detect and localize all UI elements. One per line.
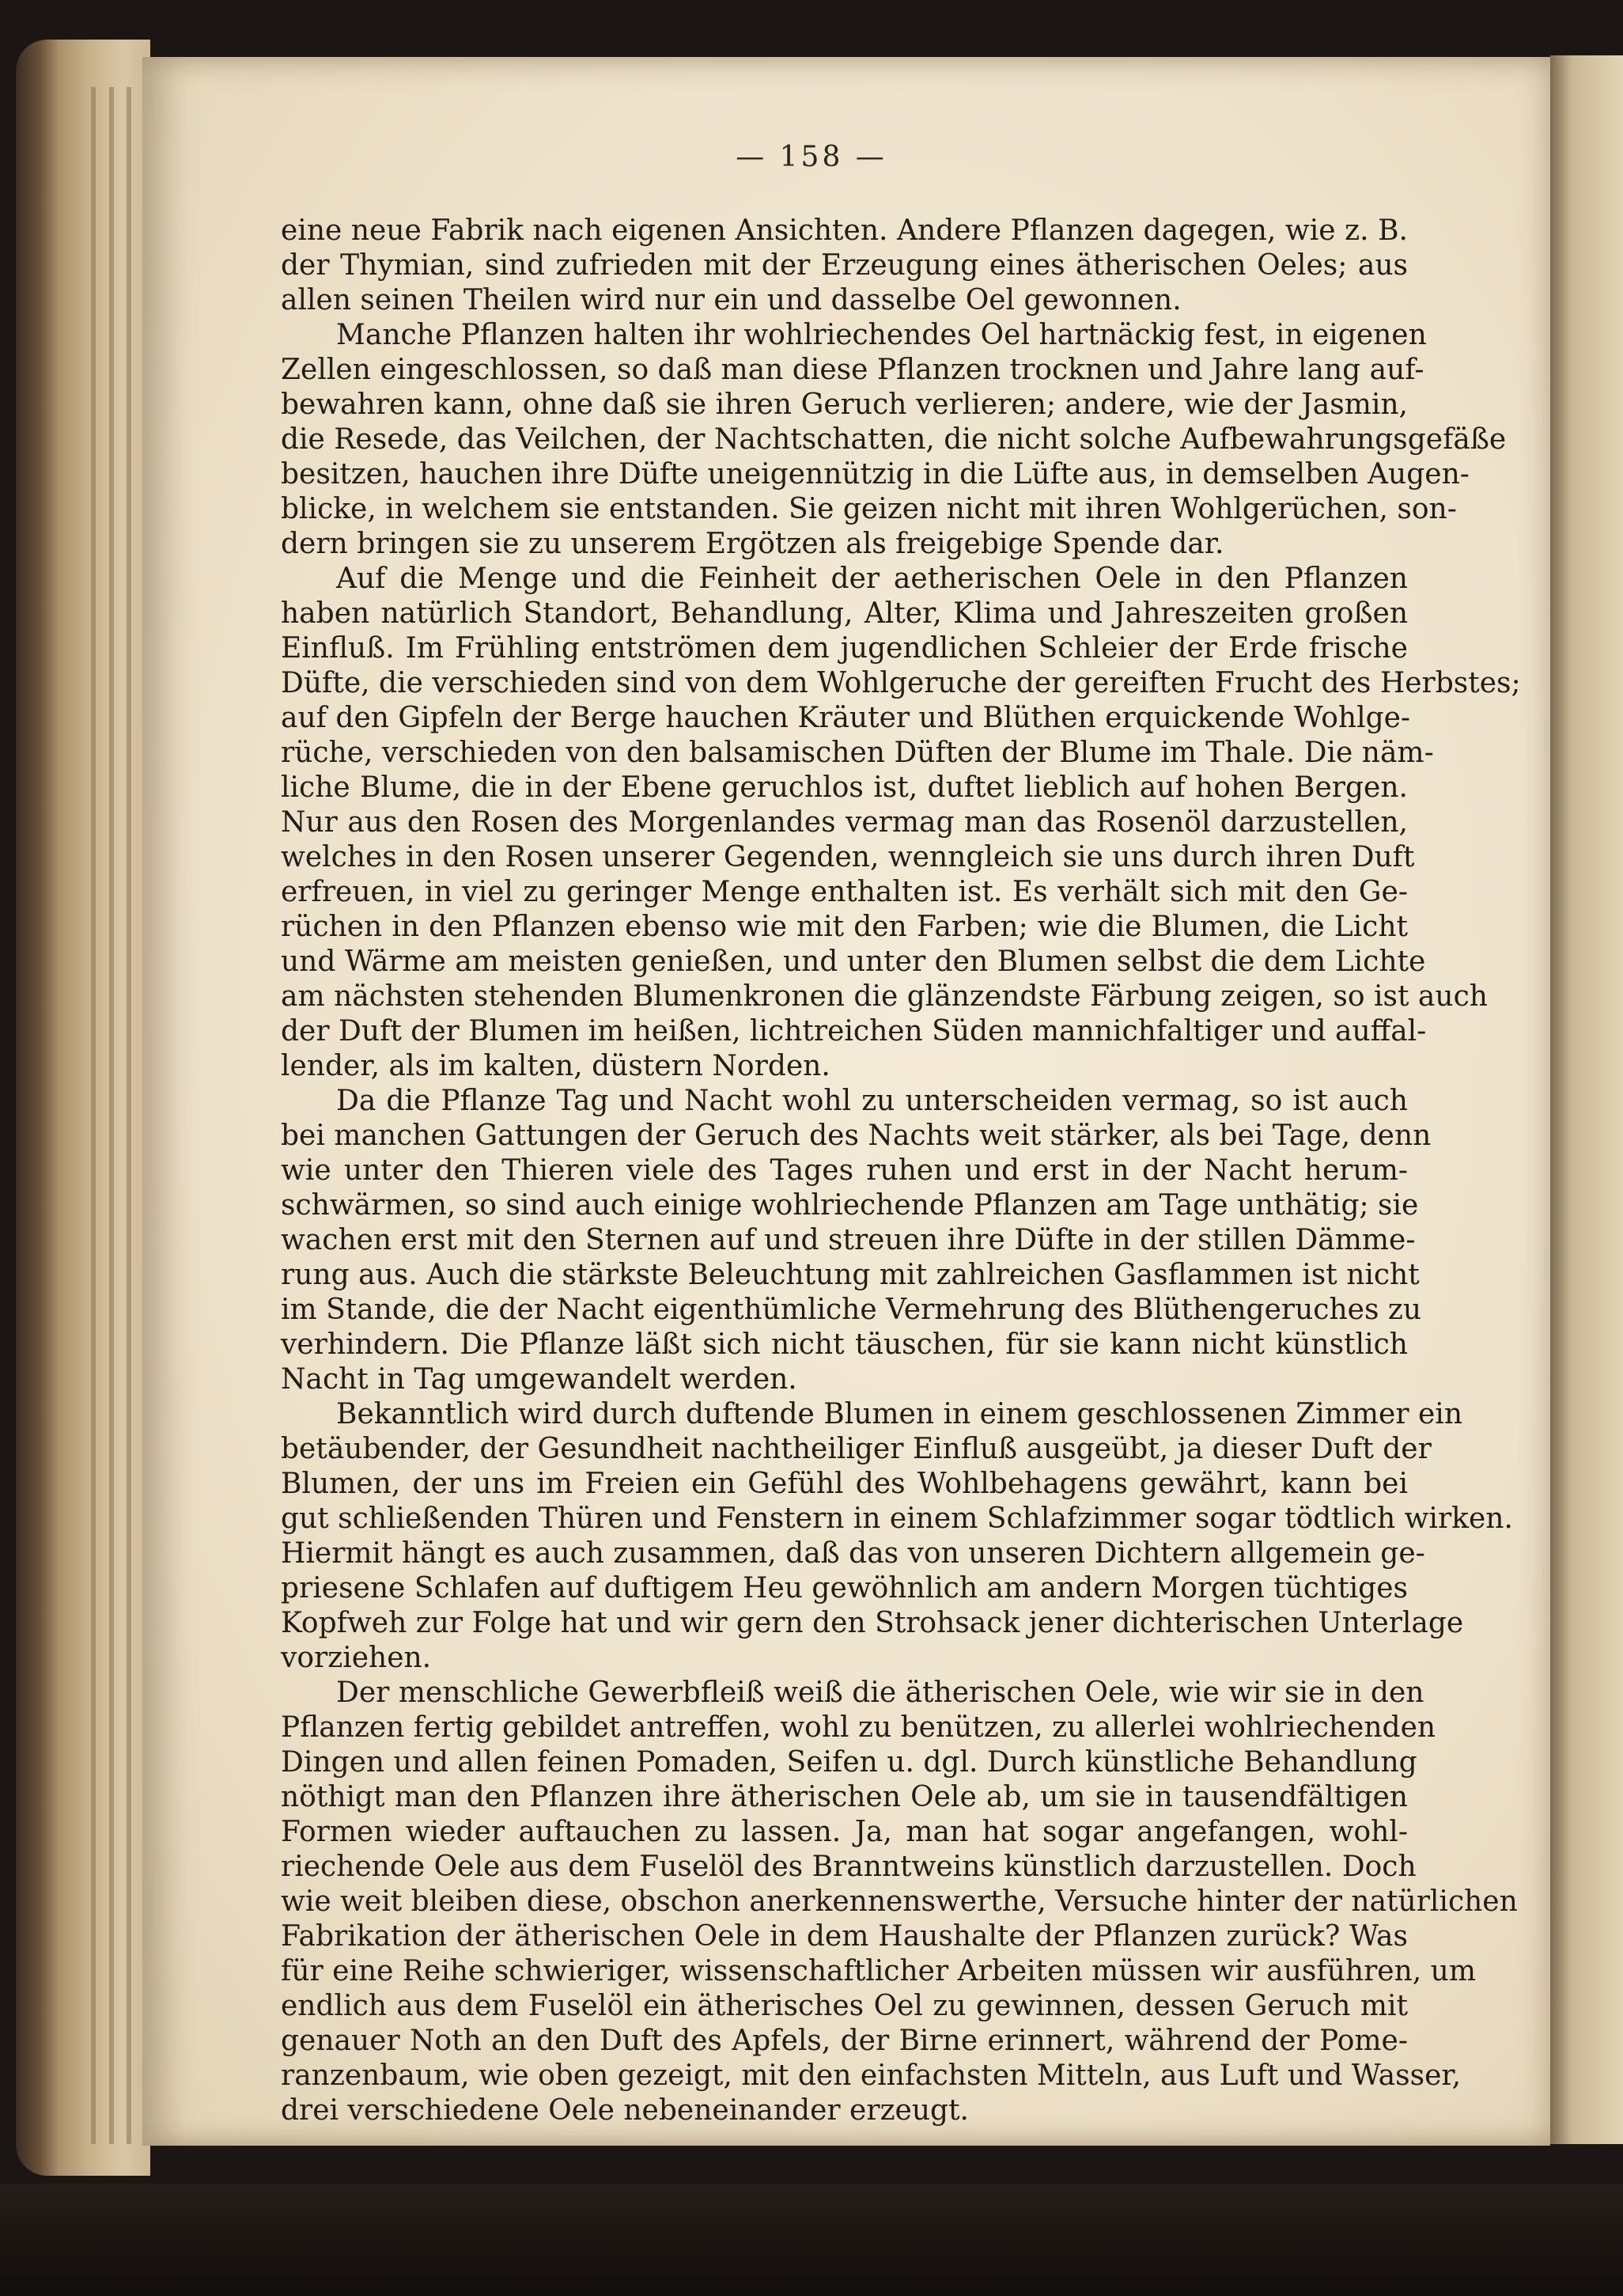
text-line: rüche, verschieden von den balsamischen Düften der Blume im Thale. Die näm- bbox=[281, 737, 1434, 769]
text-line: am nächsten stehenden Blumenkronen die glänzendste Färbung zeigen, so ist auch bbox=[281, 980, 1488, 1013]
text-line: Nur aus den Rosen des Morgenlandes vermag man das Rosenöl darzustellen, bbox=[281, 806, 1408, 839]
text-line: Nacht in Tag umgewandelt werden. bbox=[281, 1363, 797, 1396]
text-line: endlich aus dem Fuselöl ein ätherisches Oel zu gewinnen, dessen Geruch mit bbox=[281, 1990, 1408, 2022]
text-line: haben natürlich Standort, Behandlung, Alter, Klima und Jahreszeiten großen bbox=[281, 597, 1408, 630]
text-line: Zellen eingeschlossen, so daß man diese Pflanzen trocknen und Jahre lang auf- bbox=[281, 354, 1424, 386]
text-line: liche Blume, die in der Ebene geruchlos ist, duftet lieblich auf hohen Bergen. bbox=[281, 771, 1408, 804]
text-line: für eine Reihe schwieriger, wissenschaftlicher Arbeiten müssen wir ausführen, um bbox=[281, 1955, 1476, 1987]
page-number: — 158 — bbox=[736, 141, 887, 173]
page-edge-line bbox=[91, 87, 96, 2144]
text-line: Auf die Menge und die Feinheit der aetherischen Oele in den Pflanzen bbox=[336, 563, 1408, 595]
text-line: Pflanzen fertig gebildet antreffen, wohl zu benützen, zu allerlei wohlriechenden bbox=[281, 1711, 1436, 1744]
text-line: priesene Schlafen auf duftigem Heu gewöhnlich am andern Morgen tüchtiges bbox=[281, 1572, 1408, 1605]
text-line: im Stande, die der Nacht eigenthümliche Vermehrung des Blüthengeruches zu bbox=[281, 1294, 1422, 1326]
text-line: dern bringen sie zu unserem Ergötzen als freigebige Spende dar. bbox=[281, 528, 1224, 560]
text-line: rung aus. Auch die stärkste Beleuchtung mit zahlreichen Gasflammen ist nicht bbox=[281, 1259, 1420, 1291]
background-surface bbox=[0, 2184, 1623, 2296]
text-line: allen seinen Theilen wird nur ein und dasselbe Oel gewonnen. bbox=[281, 284, 1182, 316]
text-line: rüchen in den Pflanzen ebenso wie mit den Farben; wie die Blumen, die Licht bbox=[281, 911, 1408, 943]
text-line: riechende Oele aus dem Fuselöl des Branntweins künstlich darzustellen. Doch bbox=[281, 1851, 1417, 1883]
text-line: genauer Noth an den Duft des Apfels, der Birne erinnert, während der Pome- bbox=[281, 2025, 1408, 2057]
text-line: Kopfweh zur Folge hat und wir gern den Strohsack jener dichterischen Unterlage bbox=[281, 1607, 1464, 1639]
text-line: der Duft der Blumen im heißen, lichtreichen Süden mannichfaltiger und auffal- bbox=[281, 1015, 1427, 1048]
text-line: schwärmen, so sind auch einige wohlriechende Pflanzen am Tage unthätig; sie bbox=[281, 1189, 1419, 1222]
text-line: drei verschiedene Oele nebeneinander erzeugt. bbox=[281, 2094, 969, 2127]
text-line: verhindern. Die Pflanze läßt sich nicht täuschen, für sie kann nicht künstlich bbox=[281, 1328, 1408, 1361]
text-line: auf den Gipfeln der Berge hauchen Kräuter und Blüthen erquickende Wohlge- bbox=[281, 702, 1411, 734]
page-edge-line bbox=[127, 87, 131, 2144]
text-line: blicke, in welchem sie entstanden. Sie geizen nicht mit ihren Wohlgerüchen, son- bbox=[281, 493, 1457, 525]
text-line: nöthigt man den Pflanzen ihre ätherischen Oele ab, um sie in tausendfältigen bbox=[281, 1781, 1408, 1813]
text-line: lender, als im kalten, düstern Norden. bbox=[281, 1050, 830, 1082]
text-line: welches in den Rosen unserer Gegenden, wenngleich sie uns durch ihren Duft bbox=[281, 841, 1415, 873]
text-line: Dingen und allen feinen Pomaden, Seifen u. dgl. Durch künstliche Behandlung bbox=[281, 1746, 1417, 1779]
text-line: erfreuen, in viel zu geringer Menge enthalten ist. Es verhält sich mit den Ge- bbox=[281, 876, 1408, 908]
text-line: die Resede, das Veilchen, der Nachtschatten, die nicht solche Aufbewahrungsgefäße bbox=[281, 423, 1507, 456]
body-text bbox=[281, 214, 1521, 2128]
text-line: wachen erst mit den Sternen auf und streuen ihre Düfte in der stillen Dämme- bbox=[281, 1224, 1416, 1256]
text-line: bewahren kann, ohne daß sie ihren Geruch verlieren; andere, wie der Jasmin, bbox=[281, 388, 1408, 421]
text-line: Einfluß. Im Frühling entströmen dem jugendlichen Schleier der Erde frische bbox=[281, 632, 1408, 665]
text-line: ranzenbaum, wie oben gezeigt, mit den einfachsten Mitteln, aus Luft und Wasser, bbox=[281, 2059, 1462, 2092]
text-line: Blumen, der uns im Freien ein Gefühl des Wohlbehagens gewährt, kann bei bbox=[281, 1468, 1408, 1500]
text-line: Fabrikation der ätherischen Oele in dem Haushalte der Pflanzen zurück? Was bbox=[281, 1920, 1408, 1953]
text-line: bei manchen Gattungen der Geruch des Nachts weit stärker, als bei Tage, denn bbox=[281, 1120, 1432, 1152]
text-line: eine neue Fabrik nach eigenen Ansichten. Andere Pflanzen dagegen, wie z. B. bbox=[281, 214, 1408, 247]
text-line: Da die Pflanze Tag und Nacht wohl zu unterscheiden vermag, so ist auch bbox=[336, 1085, 1408, 1117]
text-line: wie unter den Thieren viele des Tages ruhen und erst in der Nacht herum- bbox=[281, 1154, 1408, 1187]
text-line: Formen wieder auftauchen zu lassen. Ja, man hat sogar angefangen, wohl- bbox=[281, 1816, 1408, 1848]
text-line: Manche Pflanzen halten ihr wohlriechendes Oel hartnäckig fest, in eigenen bbox=[336, 319, 1427, 351]
text-line: vorziehen. bbox=[281, 1642, 432, 1674]
text-line: Hiermit hängt es auch zusammen, daß das von unseren Dichtern allgemein ge- bbox=[281, 1537, 1425, 1570]
text-line: gut schließenden Thüren und Fenstern in einem Schlafzimmer sogar tödtlich wirken. bbox=[281, 1502, 1513, 1535]
page-edge-line bbox=[109, 87, 114, 2144]
page-stack-edge bbox=[16, 40, 150, 2176]
text-line: Bekanntlich wird durch duftende Blumen in einem geschlossenen Zimmer ein bbox=[336, 1398, 1463, 1430]
text-line: Düfte, die verschieden sind von dem Wohlgeruche der gereiften Frucht des Herbstes; bbox=[281, 667, 1521, 699]
text-line: betäubender, der Gesundheit nachtheiliger Einfluß ausgeübt, ja dieser Duft der bbox=[281, 1433, 1432, 1465]
facing-page-edge bbox=[1550, 55, 1623, 2144]
text-line: der Thymian, sind zufrieden mit der Erzeugung eines ätherischen Oeles; aus bbox=[281, 249, 1408, 282]
text-line: besitzen, hauchen ihre Düfte uneigennützig in die Lüfte aus, in demselben Augen- bbox=[281, 458, 1470, 491]
text-line: wie weit bleiben diese, obschon anerkennenswerthe, Versuche hinter der natürlichen bbox=[281, 1885, 1518, 1918]
text-line: und Wärme am meisten genießen, und unter den Blumen selbst die dem Lichte bbox=[281, 945, 1426, 978]
text-line: Der menschliche Gewerbfleiß weiß die ätherischen Oele, wie wir sie in den bbox=[336, 1677, 1424, 1709]
